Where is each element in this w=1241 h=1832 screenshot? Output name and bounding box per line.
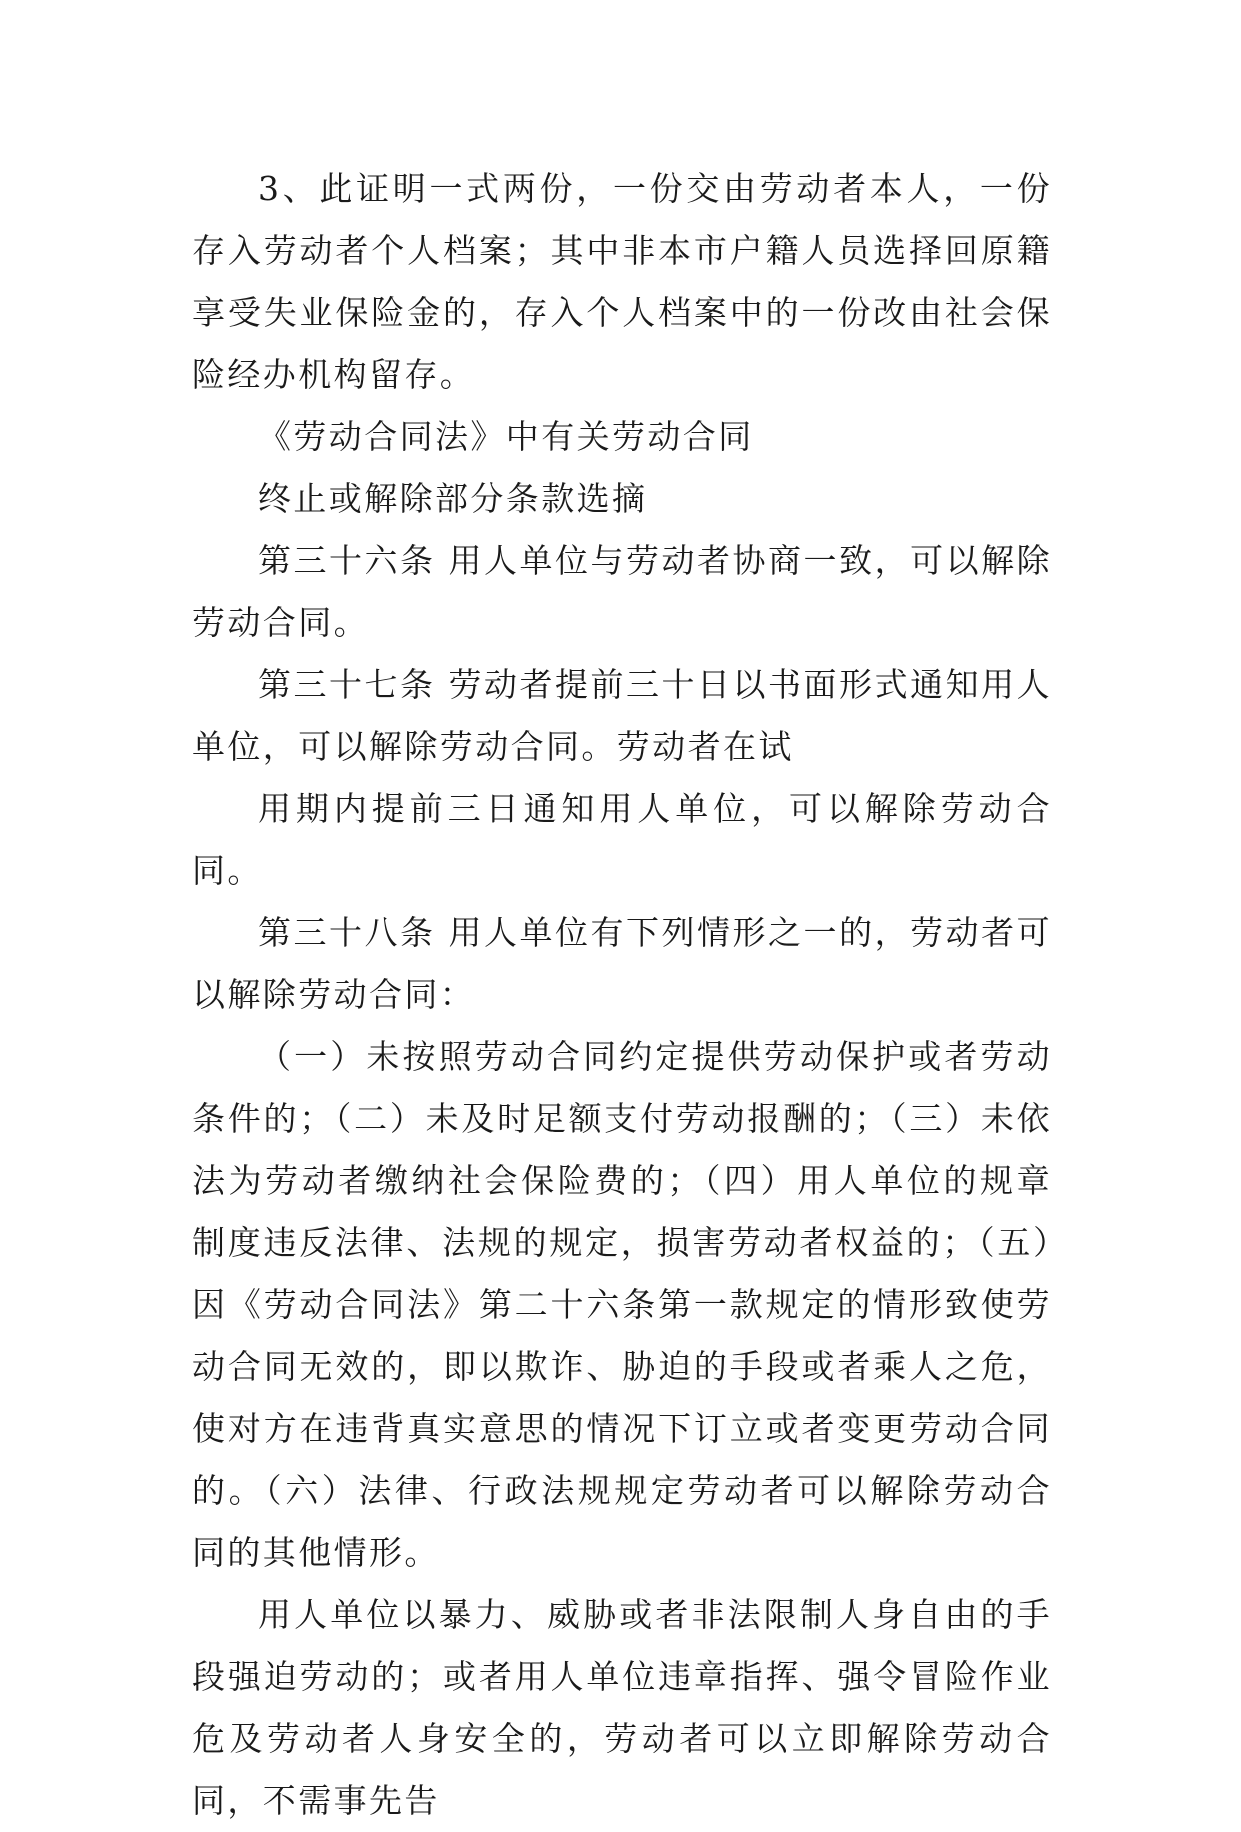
document-body [192, 158, 1052, 1832]
article-36: 第三十六条 用人单位与劳动者协商一致，可以解除劳动合同。 [192, 541, 1052, 642]
paragraph-certificate-copies: 3、此证明一式两份，一份交由劳动者本人，一份存入劳动者个人档案；其中非本市户籍人员选择回原籍享受失业保险金的，存入个人档案中的一份改由社会保险经办机构留存。 [192, 169, 1052, 394]
article-37: 第三十七条 劳动者提前三十日以书面形式通知用人单位，可以解除劳动合同。劳动者在试 [192, 665, 1052, 766]
article-38-immediate-termination: 用人单位以暴力、威胁或者非法限制人身自由的手段强迫劳动的；或者用人单位违章指挥、强令冒险作业危及劳动者人身安全的，劳动者可以立即解除劳动合同，不需事先告 [192, 1595, 1052, 1820]
section-title-line-1: 《劳动合同法》中有关劳动合同 [258, 417, 754, 456]
article-38-items: （一）未按照劳动合同约定提供劳动保护或者劳动条件的；（二）未及时足额支付劳动报酬的；（三）未依法为劳动者缴纳社会保险费的；（四）用人单位的规章制度违反法律、法规的规定，损害劳动者权益的；（五）因《劳动合同法》第二十六条第一款规定的情形致使劳动合同无效的，即以欺诈、胁迫的手段或者乘人之危，使对方在违背真实意思的情况下订立或者变更劳动合同的。（六）法律、行政法规规定劳动者可以解除劳动合同的其他情形。 [192, 1037, 1052, 1572]
section-title-line-2: 终止或解除部分条款选摘 [258, 479, 648, 518]
article-38: 第三十八条 用人单位有下列情形之一的，劳动者可以解除劳动合同： [192, 913, 1052, 1014]
article-37-continued: 用期内提前三日通知用人单位，可以解除劳动合同。 [192, 789, 1052, 890]
